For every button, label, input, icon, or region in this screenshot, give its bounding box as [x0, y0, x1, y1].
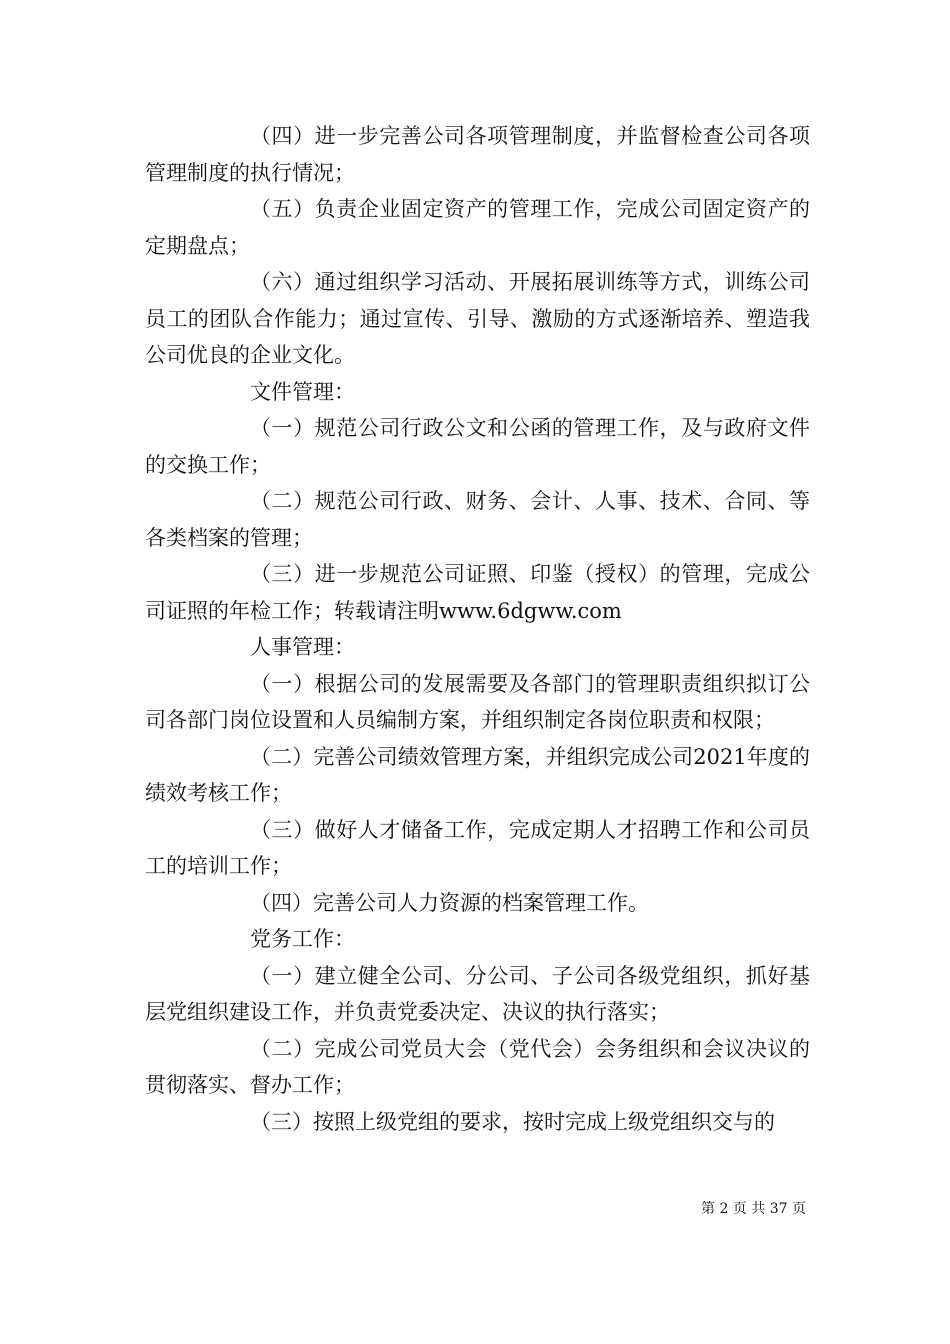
paragraph-item: （二）规范公司行政、财务、会计、人事、技术、合同、等各类档案的管理；: [145, 489, 810, 550]
paragraph-item: （四）进一步完善公司各项管理制度，并监督检查公司各项管理制度的执行情况；: [145, 124, 810, 185]
paragraph-item: （一）根据公司的发展需要及各部门的管理职责组织拟订公司各部门岗位设置和人员编制方案，并组织制定各岗位职责和权限；: [145, 671, 810, 732]
section-heading: 人事管理：: [250, 635, 355, 659]
paragraph-item: （二）完善公司绩效管理方案，并组织完成公司2021年度的绩效考核工作；: [145, 744, 810, 805]
paragraph-item: （二）完成公司党员大会（党代会）会务组织和会议决议的贯彻落实、督办工作；: [145, 1036, 810, 1097]
paragraph-item: （三）进一步规范公司证照、印鉴（授权）的管理，完成公司证照的年检工作；转载请注明www.6dgww.com: [145, 562, 810, 623]
paragraph-item: （四）完善公司人力资源的档案管理工作。: [250, 890, 649, 915]
document-body: [145, 118, 810, 1140]
section-heading: 党务工作：: [250, 927, 355, 951]
section-heading: 文件管理：: [250, 379, 355, 404]
paragraph-item: （三）按照上级党组的要求，按时完成上级党组织交与的: [250, 1109, 775, 1134]
paragraph-item: （五）负责企业固定资产的管理工作，完成公司固定资产的定期盘点；: [145, 197, 810, 258]
paragraph-item: （三）做好人才储备工作，完成定期人才招聘工作和公司员工的培训工作；: [145, 817, 810, 878]
page-number-footer: 第 2 页 共 37 页: [701, 1201, 806, 1217]
paragraph-item: （一）建立健全公司、分公司、子公司各级党组织，抓好基层党组织建设工作，并负责党委决定、决议的执行落实；: [145, 963, 810, 1024]
paragraph-item: （一）规范公司行政公文和公函的管理工作，及与政府文件的交换工作；: [145, 416, 810, 477]
paragraph-item: （六）通过组织学习活动、开展拓展训练等方式，训练公司员工的团队合作能力；通过宣传、引导、激励的方式逐渐培养、塑造我公司优良的企业文化。: [145, 270, 810, 367]
